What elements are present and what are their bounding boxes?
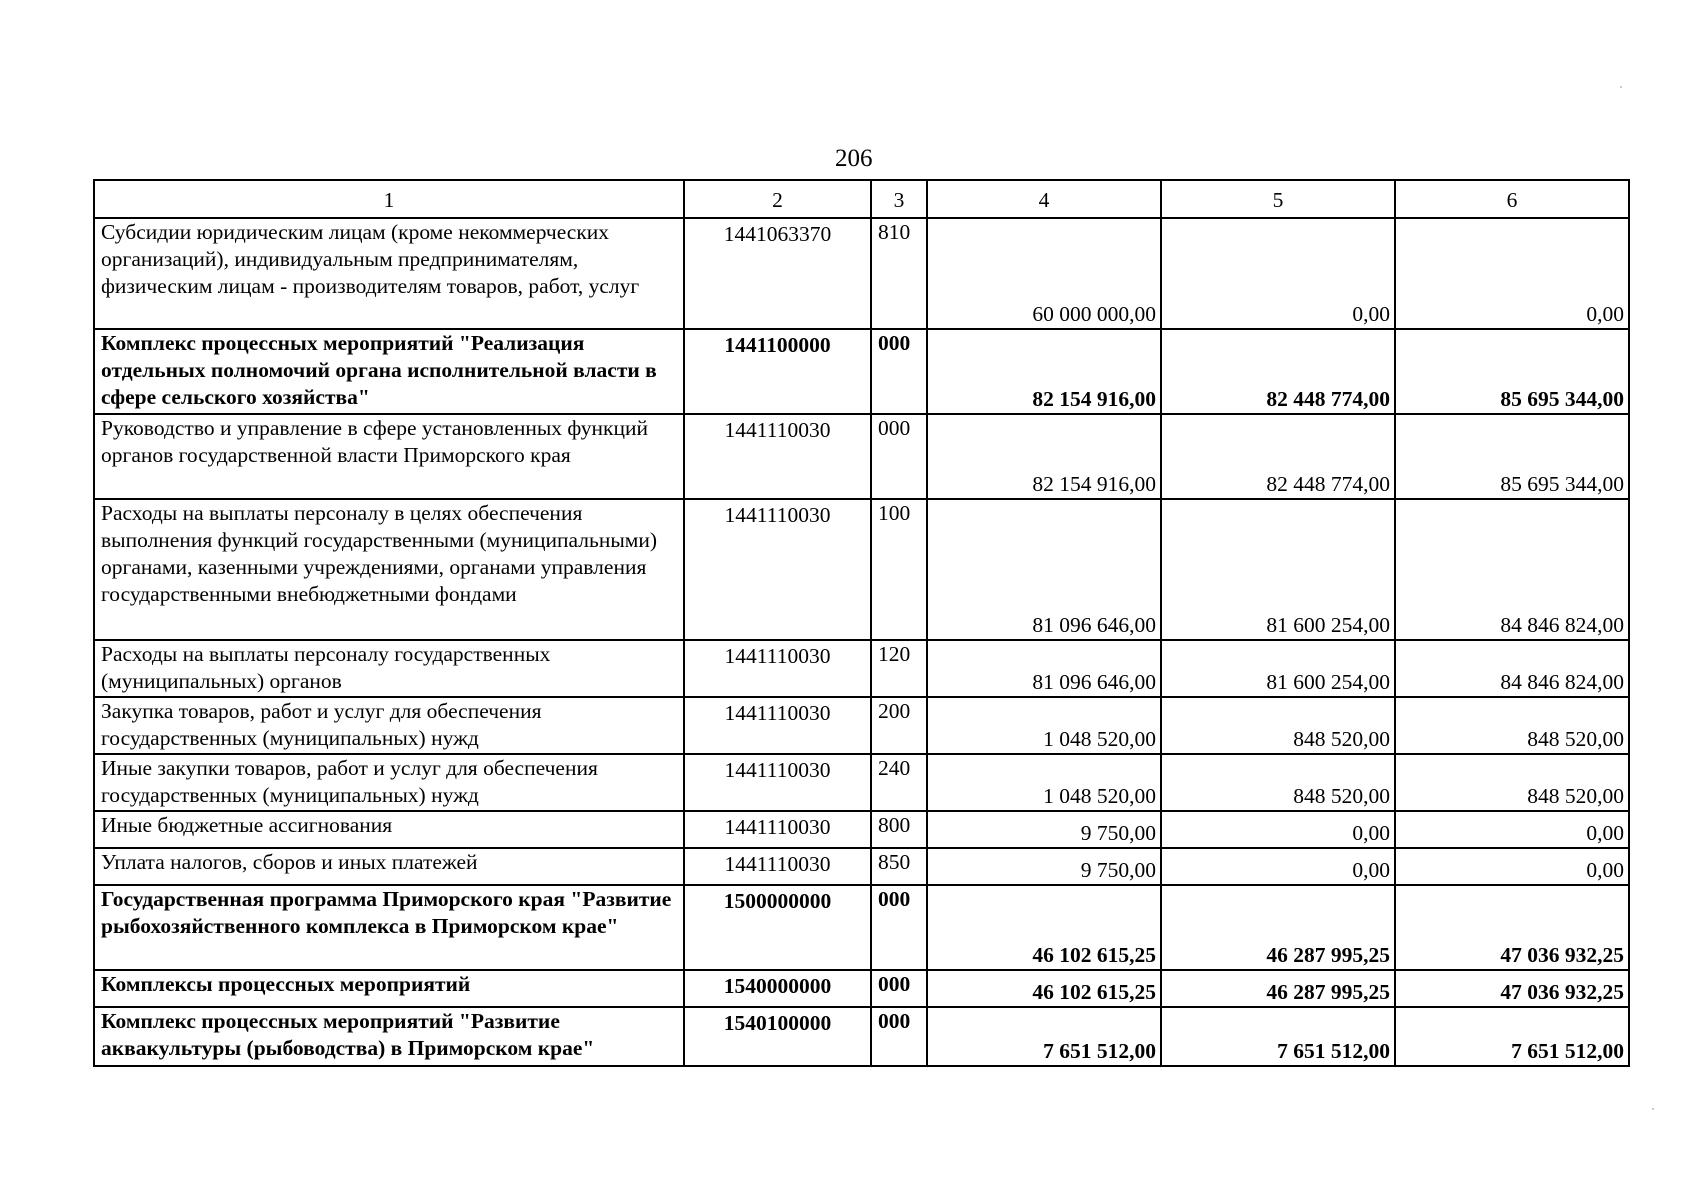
table-row	[94, 970, 1629, 1007]
row-name: Расходы на выплаты персоналу в целях обеспечения выполнения функций государственными (муниципальными) органами, казенными учреждениями, органами управления государственными внебюджетными фондами	[94, 499, 684, 640]
row-code: 1540000000	[684, 970, 871, 1007]
row-expense-type: 800	[871, 811, 927, 848]
row-amount-col6: 85 695 344,00	[1395, 329, 1629, 414]
row-amount-col5: 0,00	[1161, 218, 1395, 329]
row-code: 1441110030	[684, 697, 871, 754]
row-amount-col4: 60 000 000,00	[927, 218, 1161, 329]
row-expense-type: 000	[871, 1007, 927, 1066]
row-amount-col4: 46 102 615,25	[927, 970, 1161, 1007]
row-amount-col4: 82 154 916,00	[927, 414, 1161, 499]
table-row	[94, 811, 1629, 848]
row-amount-col6: 848 520,00	[1395, 754, 1629, 811]
table-row	[94, 697, 1629, 754]
row-amount-col4: 9 750,00	[927, 811, 1161, 848]
table-row	[94, 499, 1629, 640]
row-code: 1441110030	[684, 811, 871, 848]
row-expense-type: 810	[871, 218, 927, 329]
row-amount-col5: 46 287 995,25	[1161, 885, 1395, 970]
row-expense-type: 100	[871, 499, 927, 640]
table-row	[94, 414, 1629, 499]
table-row	[94, 1007, 1629, 1066]
row-name: Государственная программа Приморского края "Развитие рыбохозяйственного комплекса в Приморском крае"	[94, 885, 684, 970]
row-expense-type: 000	[871, 970, 927, 1007]
header-cell-3: 3	[871, 180, 927, 218]
row-amount-col6: 0,00	[1395, 811, 1629, 848]
row-amount-col6: 47 036 932,25	[1395, 970, 1629, 1007]
row-amount-col5: 81 600 254,00	[1161, 499, 1395, 640]
row-amount-col4: 82 154 916,00	[927, 329, 1161, 414]
row-expense-type: 120	[871, 640, 927, 697]
row-amount-col6: 848 520,00	[1395, 697, 1629, 754]
row-amount-col4: 81 096 646,00	[927, 640, 1161, 697]
table-row	[94, 218, 1629, 329]
row-name: Уплата налогов, сборов и иных платежей	[94, 848, 684, 885]
header-cell-2: 2	[684, 180, 871, 218]
header-row	[94, 180, 1629, 218]
row-amount-col4: 81 096 646,00	[927, 499, 1161, 640]
row-amount-col5: 848 520,00	[1161, 754, 1395, 811]
scan-speck	[1652, 1108, 1654, 1110]
row-code: 1441110030	[684, 754, 871, 811]
budget-table	[93, 179, 1630, 1067]
row-amount-col5: 7 651 512,00	[1161, 1007, 1395, 1066]
table-row	[94, 754, 1629, 811]
header-cell-1: 1	[94, 180, 684, 218]
row-expense-type: 000	[871, 329, 927, 414]
row-code: 1441110030	[684, 414, 871, 499]
row-amount-col6: 0,00	[1395, 848, 1629, 885]
table-row	[94, 640, 1629, 697]
row-name: Руководство и управление в сфере установленных функций органов государственной власти Приморского края	[94, 414, 684, 499]
row-code: 1441110030	[684, 640, 871, 697]
row-amount-col6: 0,00	[1395, 218, 1629, 329]
header-cell-5: 5	[1161, 180, 1395, 218]
row-amount-col6: 7 651 512,00	[1395, 1007, 1629, 1066]
row-name: Иные бюджетные ассигнования	[94, 811, 684, 848]
row-amount-col5: 82 448 774,00	[1161, 329, 1395, 414]
header-cell-6: 6	[1395, 180, 1629, 218]
header-cell-4: 4	[927, 180, 1161, 218]
row-amount-col6: 84 846 824,00	[1395, 640, 1629, 697]
row-amount-col5: 0,00	[1161, 811, 1395, 848]
row-amount-col5: 46 287 995,25	[1161, 970, 1395, 1007]
scan-speck	[1620, 86, 1622, 88]
row-amount-col5: 81 600 254,00	[1161, 640, 1395, 697]
row-expense-type: 850	[871, 848, 927, 885]
row-amount-col4: 46 102 615,25	[927, 885, 1161, 970]
row-code: 1441063370	[684, 218, 871, 329]
row-code: 1441110030	[684, 499, 871, 640]
row-amount-col4: 7 651 512,00	[927, 1007, 1161, 1066]
row-expense-type: 240	[871, 754, 927, 811]
row-code: 1441100000	[684, 329, 871, 414]
row-name: Расходы на выплаты персоналу государственных (муниципальных) органов	[94, 640, 684, 697]
row-amount-col6: 84 846 824,00	[1395, 499, 1629, 640]
row-name: Комплекс процессных мероприятий "Реализация отдельных полномочий органа исполнительной власти в сфере сельского хозяйства"	[94, 329, 684, 414]
table-row	[94, 885, 1629, 970]
table-row	[94, 848, 1629, 885]
row-code: 1540100000	[684, 1007, 871, 1066]
row-code: 1500000000	[684, 885, 871, 970]
row-name: Комплекс процессных мероприятий "Развитие аквакультуры (рыбоводства) в Приморском крае"	[94, 1007, 684, 1066]
row-name: Комплексы процессных мероприятий	[94, 970, 684, 1007]
row-expense-type: 200	[871, 697, 927, 754]
row-name: Субсидии юридическим лицам (кроме некоммерческих организаций), индивидуальным предпринимателям, физическим лицам - производителям товаров, работ, услуг	[94, 218, 684, 329]
row-amount-col5: 848 520,00	[1161, 697, 1395, 754]
row-amount-col5: 0,00	[1161, 848, 1395, 885]
row-amount-col6: 47 036 932,25	[1395, 885, 1629, 970]
row-expense-type: 000	[871, 885, 927, 970]
row-amount-col4: 9 750,00	[927, 848, 1161, 885]
row-expense-type: 000	[871, 414, 927, 499]
table-row	[94, 329, 1629, 414]
row-amount-col4: 1 048 520,00	[927, 754, 1161, 811]
row-code: 1441110030	[684, 848, 871, 885]
page-number: 206	[835, 145, 873, 172]
row-name: Иные закупки товаров, работ и услуг для обеспечения государственных (муниципальных) нужд	[94, 754, 684, 811]
row-amount-col5: 82 448 774,00	[1161, 414, 1395, 499]
row-name: Закупка товаров, работ и услуг для обеспечения государственных (муниципальных) нужд	[94, 697, 684, 754]
row-amount-col4: 1 048 520,00	[927, 697, 1161, 754]
row-amount-col6: 85 695 344,00	[1395, 414, 1629, 499]
